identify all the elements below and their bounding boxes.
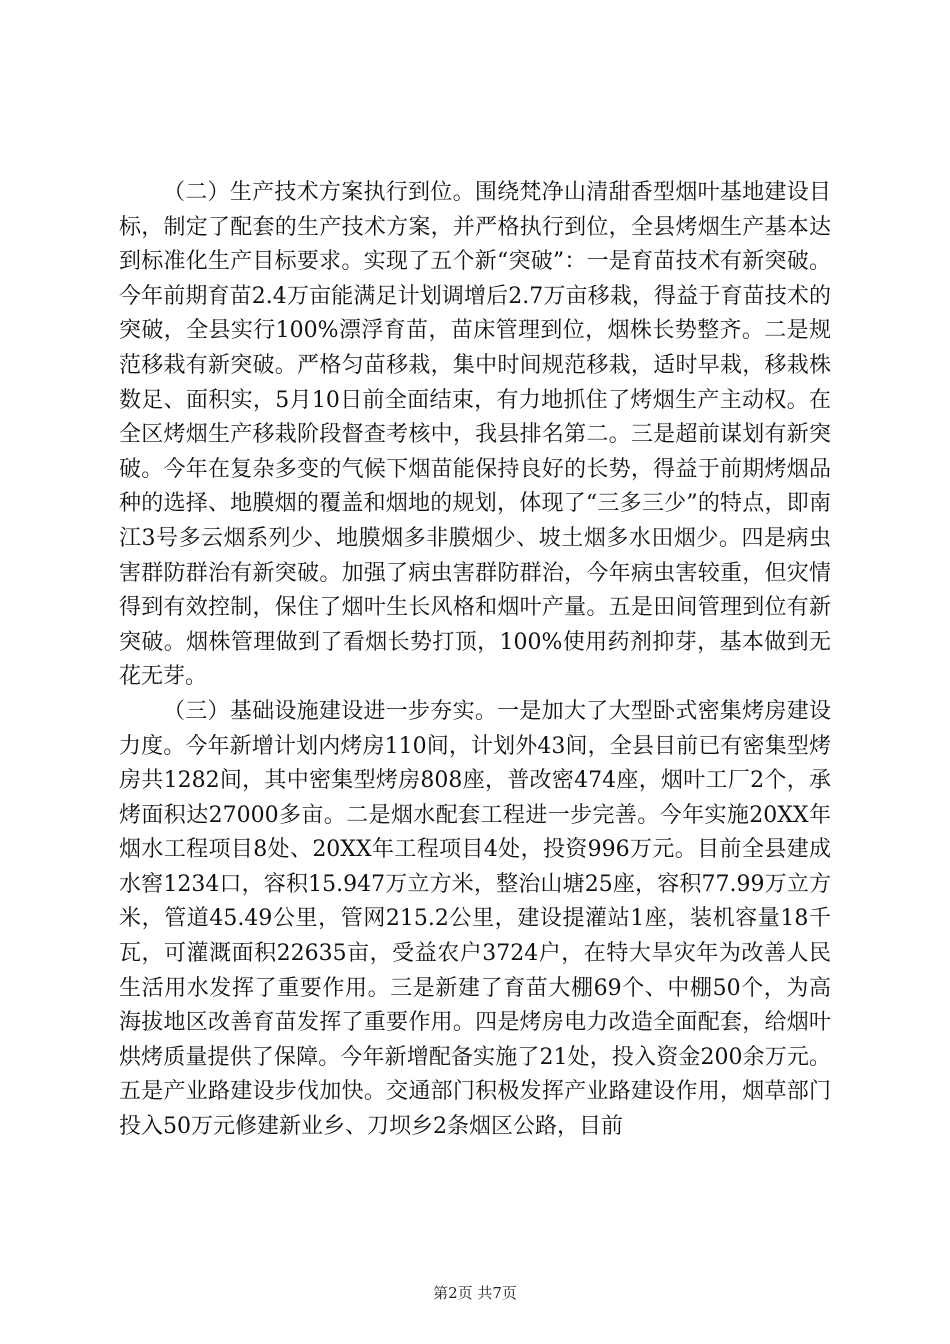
paragraph-production-technology: （二）生产技术方案执行到位。围绕梵净山清甜香型烟叶基地建设目标，制定了配套的生产技术方案，并严格执行到位，全县烤烟生产基本达到标准化生产目标要求。实现了五个新“突破”：一是育苗技术有新突破。今年前期育苗2.4万亩能满足计划调增后2.7万亩移栽，得益于育苗技术的突破，全县实行100%漂浮育苗，苗床管理到位，烟株长势整齐。二是规范移栽有新突破。严格匀苗移栽，集中时间规范移栽，适时早栽，移栽株数足、面积实，5月10日前全面结束，有力地抓住了烤烟生产主动权。在全区烤烟生产移栽阶段督查考核中，我县排名第二。三是超前谋划有新突破。今年在复杂多变的气候下烟苗能保持良好的长势，得益于前期烤烟品种的选择、地膜烟的覆盖和烟地的规划，体现了“三多三少”的特点，即南江3号多云烟系列少、地膜烟多非膜烟少、坡土烟多水田烟少。四是病虫害群防群治有新突破。加强了病虫害群防群治，今年病虫害较重，但灾情得到有效控制，保住了烟叶生长风格和烟叶产量。五是田间管理到位有新突破。烟株管理做到了看烟长势打顶，100%使用药剂抑芽，基本做到无花无芽。 — [119, 180, 831, 690]
page-footer: 第2页 共7页 — [433, 1284, 517, 1302]
document-body — [119, 176, 831, 1145]
paragraph-infrastructure: （三）基础设施建设进一步夯实。一是加大了大型卧式密集烤房建设力度。今年新增计划内烤房110间，计划外43间，全县目前已有密集型烤房共1282间，其中密集型烤房808座，普改密474座，烟叶工厂2个，承烤面积达27000多亩。二是烟水配套工程进一步完善。今年实施20XX年烟水工程项目8处、20XX年工程项目4处，投资996万元。目前全县建成水窖1234口，容积15.947万立方米，整治山塘25座，容积77.99万立方米，管道45.49公里，管网215.2公里，建设提灌站1座，装机容量18千瓦，可灌溉面积22635亩，受益农户3724户，在特大旱灾年为改善人民生活用水发挥了重要作用。三是新建了育苗大棚69个、中棚50个，为高海拔地区改善育苗发挥了重要作用。四是烤房电力改造全面配套，给烟叶烘烤质量提供了保障。今年新增配备实施了21处，投入资金200余万元。五是产业路建设步伐加快。交通部门积极发挥产业路建设作用，烟草部门投入50万元修建新业乡、刀坝乡2条烟区公路，目前 — [119, 698, 831, 1140]
